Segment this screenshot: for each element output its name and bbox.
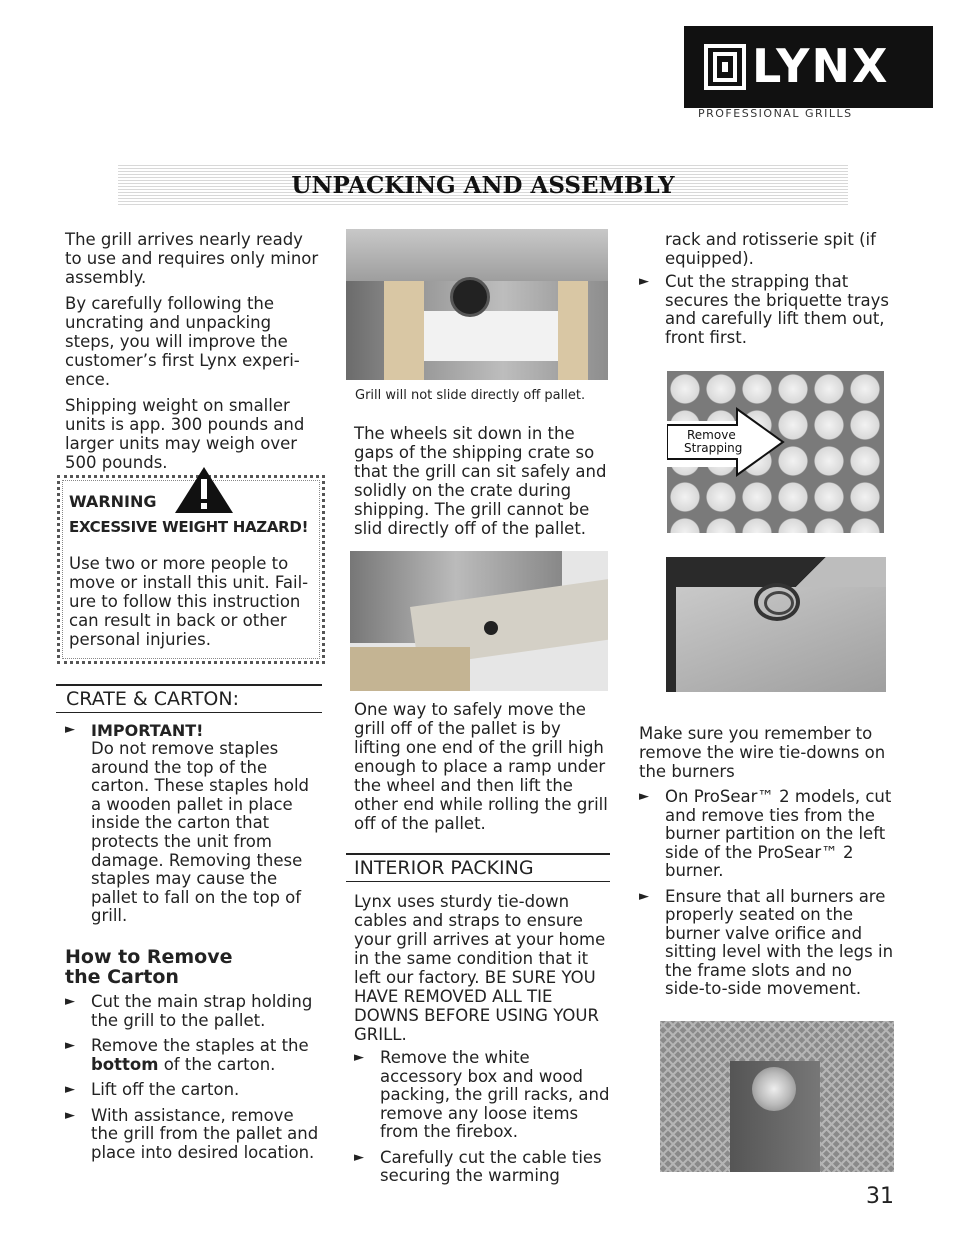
wire-tie-text: Make sure you remember to remove the wire tie-downs on the burners [639, 724, 886, 781]
interior-text: Lynx uses sturdy tie-down cables and straps to ensure your grill arrives at your home in the same condition that it left our factory. BE SURE YOU HAVE REMOVED ALL TIE DOWNS BEFORE USING YOUR GRILL. [354, 892, 606, 1044]
list-item: ► Remove the staples at the bottom of the carton. [65, 1036, 309, 1074]
logo-tagline: PROFESSIONAL GRILLS [698, 107, 853, 120]
list-item: ► With assistance, remove the grill from the pallet and place into desired location. [65, 1105, 319, 1162]
remove-carton-heading-line2: the Carton [65, 966, 179, 988]
bullet-arrow-icon: ► [65, 994, 75, 1009]
photo-burner-valve [660, 1021, 894, 1172]
bullet-arrow-icon: ► [354, 1050, 364, 1065]
photo-ramp [350, 551, 608, 691]
continued-text: rack and rotisserie spit (if equipped). [665, 230, 876, 268]
crate-carton-heading: CRATE & CARTON: [56, 684, 322, 713]
page-title: UNPACKING AND ASSEMBLY [291, 172, 675, 199]
list-item: ► Cut the strapping that secures the briquette trays and carefully lift them out, front first. [639, 272, 889, 347]
page-number: 31 [866, 1184, 894, 1209]
bullet-arrow-icon: ► [65, 722, 75, 737]
list-item: ► Lift off the carton. [65, 1080, 240, 1099]
warning-label: WARNING [69, 492, 157, 511]
intro-block [65, 230, 323, 479]
wheels-text: The wheels sit down in the gaps of the shipping crate so that the grill can sit safely and solidly on the crate during shipping. The grill cannot be slid directly off of the pallet. [354, 424, 607, 538]
intro-paragraph: The grill arrives nearly ready to use and requires only minor assembly. [65, 230, 319, 287]
important-text: Do not remove staples around the top of the carton. These staples hold a wooden pallet in place inside the carton that protects the unit from damage. Removing these staples may cause the pallet to fall on the top of grill. [91, 739, 309, 926]
lynx-emblem-icon [704, 44, 746, 90]
bullet-arrow-icon: ► [639, 274, 649, 289]
lynx-logo [684, 26, 933, 108]
intro-paragraph: Shipping weight on smaller units is app. 300 pounds and larger units may weigh over 500 pounds. [65, 396, 305, 472]
interior-steps [354, 1049, 610, 1193]
burner-steps [639, 788, 895, 1006]
warning-text: Use two or more people to move or install this unit. Fail-ure to follow this instruction can result in back or other personal injuries. [69, 554, 309, 649]
photo-wire-tie [666, 557, 886, 692]
bullet-arrow-icon: ► [65, 1038, 75, 1053]
photo-briquette-trays [667, 371, 884, 533]
strapping-step [639, 273, 895, 354]
list-item: ► Ensure that all burners are properly seated on the burner valve orifice and sitting level with the legs in the frame slots and no side-to-side movement. [639, 886, 894, 998]
list-item: ► Remove the white accessory box and wood packing, the grill racks, and remove any loose items from the firebox. [354, 1048, 610, 1141]
remove-carton-heading-line1: How to Remove [65, 946, 233, 968]
list-item: ► Cut the main strap holding the grill to the pallet. [65, 992, 313, 1030]
remove-carton-steps [65, 993, 323, 1169]
warning-triangle-icon [173, 465, 235, 515]
bullet-arrow-icon: ► [65, 1082, 75, 1097]
intro-paragraph: By carefully following the uncrating and unpacking steps, you will improve the customer’s first Lynx experi-ence. [65, 294, 300, 389]
important-label: IMPORTANT! [91, 721, 204, 740]
important-item [65, 721, 315, 926]
interior-packing-heading: INTERIOR PACKING [346, 853, 610, 882]
photo-label-strapping: Strapping [684, 441, 743, 455]
bullet-arrow-icon: ► [639, 789, 649, 804]
bullet-arrow-icon: ► [354, 1149, 364, 1165]
ramp-text: One way to safely move the grill off of the pallet is by lifting one end of the grill high enough to place a ramp under the wheel and then lift the other end while rolling the grill off of the pallet. [354, 700, 608, 833]
logo-brand: LYNX [752, 39, 890, 93]
bullet-arrow-icon: ► [639, 888, 649, 904]
remove-carton-heading [65, 947, 233, 987]
warning-hazard: EXCESSIVE WEIGHT HAZARD! [69, 518, 309, 536]
photo1-caption: Grill will not slide directly off pallet. [355, 388, 586, 403]
photo-grill-on-pallet [346, 229, 608, 380]
bullet-arrow-icon: ► [65, 1107, 75, 1123]
emphasis-bottom: bottom [91, 1054, 159, 1074]
list-item: ► On ProSear™ 2 models, cut and remove ties from the burner partition on the left side of the ProSear™ 2 burner. [639, 787, 892, 880]
list-item: ► Carefully cut the cable ties securing the warming [354, 1147, 602, 1185]
photo-label-remove: Remove [687, 428, 736, 442]
warning-box [57, 475, 325, 664]
